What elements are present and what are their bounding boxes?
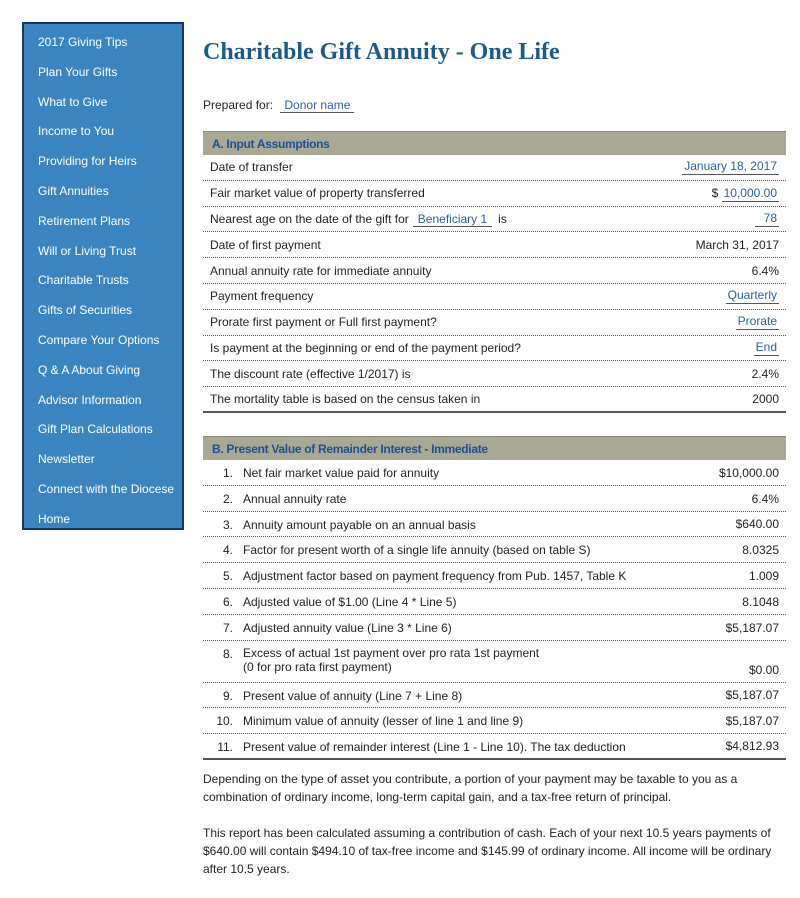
calc-row-value: $5,187.07 [725,688,779,703]
calc-row-description [233,615,726,635]
calc-row-text: Adjusted value of $1.00 (Line 4 * Line 5) [243,594,457,609]
calc-row-value: $640.00 [735,517,779,532]
sidebar-item-charitable-trusts[interactable]: Charitable Trusts [38,273,129,288]
calc-row-text: Present value of annuity (Line 7 + Line 8) [243,688,463,703]
calc-row-number: 4. [222,543,233,558]
calc-row-text-note: (0 for pro rata first payment) [243,659,392,674]
payment-frequency-row [203,284,786,310]
calc-row-description [233,563,749,583]
calc-row [203,683,786,709]
input-assumptions-section [203,131,786,413]
date-of-transfer-row [203,155,786,181]
section-a-heading: A. Input Assumptions [203,131,786,155]
sidebar-item-plan-your-gifts[interactable]: Plan Your Gifts [38,64,118,79]
sidebar-item-home[interactable]: Home [38,511,71,526]
sidebar-nav [22,22,184,530]
date-of-transfer-label: Date of transfer [210,160,293,175]
sidebar-item-advisor-information[interactable]: Advisor Information [38,392,142,407]
sidebar-item-what-to-give[interactable]: What to Give [38,94,108,109]
cash-contribution-paragraph: This report has been calculated assuming a contribution of cash. Each of your next 10.5 years payments of $640.00 will contain $494.10 of tax-free income and $145.99 of ordinary income. All income will be ordinary after 10.5 years. [203,826,772,876]
sidebar-item-gift-plan-calculations[interactable]: Gift Plan Calculations [38,422,153,437]
calc-row-value: $4,812.93 [725,738,779,753]
calc-row-text: Minimum value of annuity (lesser of line 1 and line 9) [243,714,524,729]
beneficiary-age-field[interactable]: 78 [755,211,779,227]
calc-row [203,708,786,734]
prepared-for [203,98,354,113]
calc-row-value: 8.0325 [742,543,779,558]
calc-row-description [233,734,726,754]
sidebar-item-retirement-plans[interactable]: Retirement Plans [38,213,131,228]
calc-row-description [233,486,752,506]
first-payment-label: Date of first payment [210,237,321,252]
calc-row-value: 6.4% [751,491,779,506]
prorate-label: Prorate first payment or Full first payment? [210,315,437,330]
calc-row-number: 11. [217,740,233,755]
payment-frequency-label: Payment frequency [210,289,314,304]
fair-market-value-field[interactable]: 10,000.00 [723,186,777,201]
calc-row-text: Annuity amount payable on an annual basis [243,517,476,532]
nearest-age-is-label: is [498,211,507,226]
calc-row [203,512,786,538]
sidebar-item-providing-for-heirs[interactable]: Providing for Heirs [38,154,137,169]
calc-row-text: Adjustment factor based on payment frequency from Pub. 1457, Table K [243,569,627,584]
fair-market-value-label: Fair market value of property transferred [210,186,425,201]
tax-note-paragraph: Depending on the type of asset you contribute, a portion of your payment may be taxable to you as a combination of ordinary income, long-term capital gain, and a tax-free return of principal. [203,772,738,804]
annuity-rate-value: 6.4% [751,263,779,278]
payment-timing-select[interactable]: End [755,339,777,354]
nearest-age-row [203,207,786,233]
sidebar-item-newsletter[interactable]: Newsletter [38,452,95,467]
calc-row-value: $10,000.00 [718,465,779,480]
calc-row-number: 5. [222,569,233,584]
sidebar-item-compare-options[interactable]: Compare Your Options [38,332,160,347]
page-title: Charitable Gift Annuity - One Life [203,39,560,65]
calc-row-value: $0.00 [748,662,779,677]
calc-row-text: Adjusted annuity value (Line 3 * Line 6) [243,620,452,635]
discount-rate-value: 2.4% [751,366,779,381]
currency-symbol: $ [711,186,719,201]
calc-row-number: 8. [222,646,233,661]
first-payment-value: March 31, 2017 [695,237,779,252]
calc-row-value: 1.009 [748,568,779,583]
calc-row-value: $5,187.07 [725,620,779,635]
calc-row-value: $5,187.07 [725,714,779,729]
calc-row [203,589,786,615]
calc-row-description [233,512,736,532]
discount-rate-row [203,361,786,387]
prorate-select[interactable]: Prorate [737,314,777,329]
sidebar-item-income-to-you[interactable]: Income to You [38,124,115,139]
payment-timing-label: Is payment at the beginning or end of the payment period? [210,340,521,355]
calc-row-description [233,683,726,703]
calc-row-description [233,589,742,609]
mortality-table-label: The mortality table is based on the census taken in [210,392,481,407]
calc-row-text: Present value of remainder interest (Line 1 - Line 10). The tax deduction [243,740,626,755]
mortality-table-row [203,387,786,413]
nearest-age-label: Nearest age on the date of the gift for [210,211,409,226]
calc-row [203,563,786,589]
calc-row-number: 9. [222,688,233,703]
first-payment-row [203,232,786,258]
prorate-row [203,310,786,336]
payment-timing-row [203,336,786,362]
calc-row-text: Excess of actual 1st payment over pro rata 1st payment [243,645,540,660]
calc-row-number: 2. [222,491,233,506]
calc-row-description [233,460,719,480]
fair-market-value-row [203,181,786,207]
mortality-table-value: 2000 [752,392,779,407]
sidebar-item-will-or-living-trust[interactable]: Will or Living Trust [38,243,137,258]
discount-rate-label: The discount rate (effective 1/2017) is [210,366,411,381]
calc-row-description [233,537,742,557]
date-of-transfer-field[interactable]: January 18, 2017 [684,159,777,174]
calc-row [203,641,786,683]
present-value-section [203,436,786,760]
calc-row-number: 3. [222,517,233,532]
calc-row [203,460,786,486]
donor-name-field[interactable]: Donor name [280,98,354,113]
sidebar-item-giving-tips[interactable]: 2017 Giving Tips [38,35,128,49]
calc-row-description [233,641,749,674]
calc-row [203,615,786,641]
calc-row-value: 8.1048 [742,594,779,609]
sidebar-item-gift-annuities[interactable]: Gift Annuities [38,183,109,198]
calc-row [203,486,786,512]
sidebar-item-gifts-of-securities[interactable]: Gifts of Securities [38,303,133,318]
calc-row-description [233,708,726,728]
calc-row-text: Annual annuity rate [243,491,347,506]
sidebar-item-qa-about-giving[interactable]: Q & A About Giving [38,362,141,377]
payment-frequency-select[interactable]: Quarterly [727,288,777,303]
calc-row-text: Net fair market value paid for annuity [243,466,440,480]
section-b-heading: B. Present Value of Remainder Interest - Immediate [203,436,786,460]
calc-row-number: 7. [222,620,233,635]
sidebar-item-connect-diocese[interactable]: Connect with the Diocese [38,481,175,496]
prepared-for-label: Prepared for: [203,98,274,112]
calc-row-number: 10. [216,714,233,729]
calc-row [203,734,786,760]
annuity-rate-row [203,258,786,284]
annuity-rate-label: Annual annuity rate for immediate annuity [210,263,432,278]
calc-row-number: 6. [222,594,233,609]
calc-row-number: 1. [222,466,233,480]
beneficiary-name-field[interactable]: Beneficiary 1 [413,212,492,227]
calc-row-text: Factor for present worth of a single life annuity (based on table S) [243,543,591,558]
calc-row [203,537,786,563]
